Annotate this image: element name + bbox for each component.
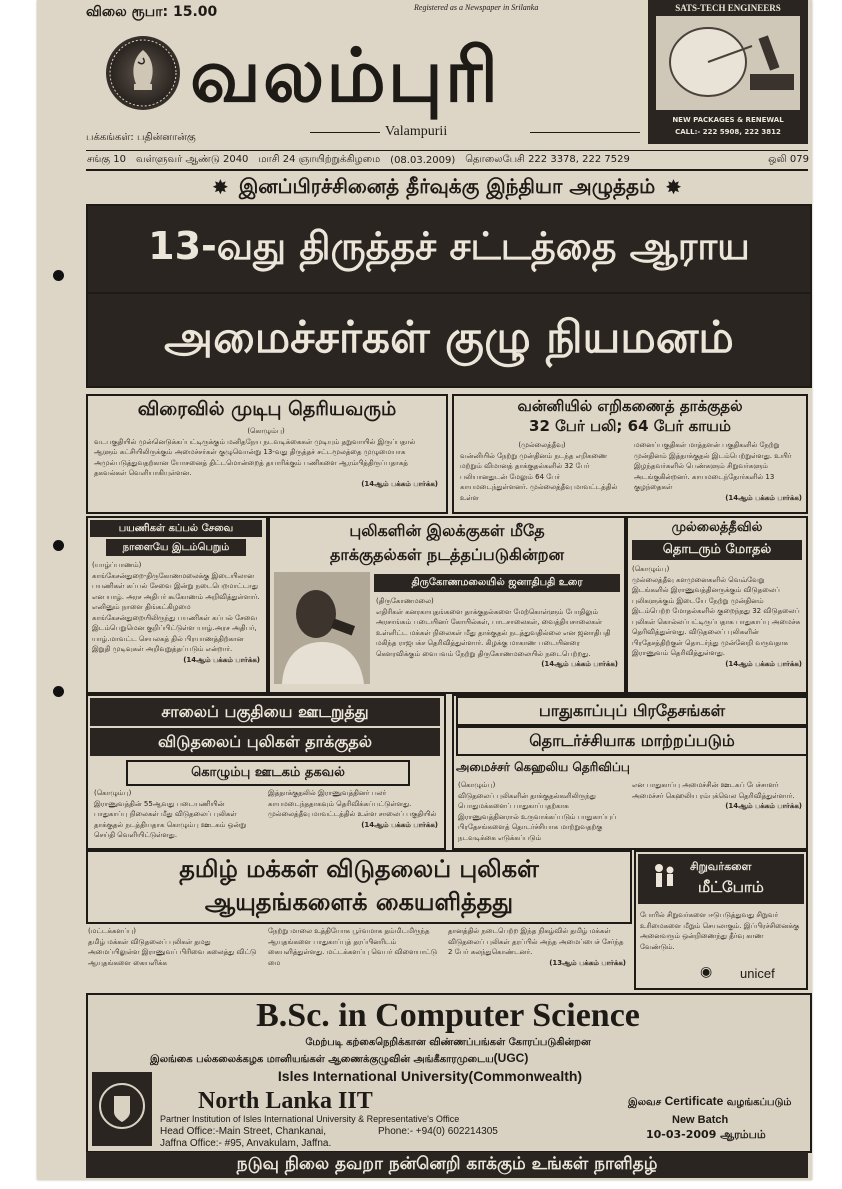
story-weapons-headline1: தமிழ் மக்கள் விடுதலைப் புலிகள் [179,855,539,883]
ad-tamil2: இலங்கை பல்கலைக்கழக மானியங்கள் ஆணைக்குழுவின் அங்கீகாரமுடைய [150,1054,494,1065]
ad-line1: NEW PACKAGES & RENEWAL [672,116,784,124]
footer-slogan: நடுவு நிலை தவறா நன்னெறி காக்கும் உங்கள் நாளிதழ் [86,1152,808,1178]
divider [86,169,808,171]
satellite-dish-icon [656,16,800,110]
story-security-body-right [632,780,802,844]
ad-jaffna-office: Jaffna Office:- #95, Anvakulam, Jaffna. [160,1138,332,1149]
ad-title: B.Sc. in Computer Science [256,997,640,1034]
story-ship-text: காங்கேசன்துறை-திருகோணமலைக்கு இடையிலான பயணிகள் கப்பல் சேவை இன்று நடைபெறமாட்டாது என யாழ். அரச அதிபர் கூகோணம் அறிவித்துள்ளார். எனினும் நாளை திங்கட்கிழமை காங்கேசன்துறையிலிருந்து பயணிகள் கப்பல் சேவை இடம்பெறுமென குறிப்பிட்டுள்ள யாழ்.அரச அதிபர், யாழ்.மாவட்ட செயலகத் தில் பிரயாணத்திற்கான இறுதி முடிவுகள் அறிவுறுத்தப்படும் என்றார். [92,571,260,653]
story-mullai-dateline: (கொழும்பு) [632,565,670,573]
conch-emblem-icon [106,36,180,110]
story-soon-text: வடபகுதியில் முன்னெடுக்கப்பட்டிருக்கும் மனிதநேய நடவடிக்கைகள் முடியும் தறுவாயில் இருப்பதால் ஆளும் கட்சியிலிருக்கும் அமைச்சர்கள் குழுவொன்று 13-வது திருத்தச் சட்டமூலத்தை முழுமையாக அமுல்படுத்துவதற்கான யோசனைத் திட்டமொன்றைத் தயாரிக்கும் பணிகளை ஆரம்பித்திருப்பதாகத் தகவல்கள் வெளியாகியுள்ளன. [94,437,416,477]
story-weapons-continued: (13ஆம் பக்கம் பார்க்க) [549,958,626,967]
story-road-body-left [94,788,260,844]
volume: சங்கு 10 [87,154,127,165]
story-road-subhead: கொழும்பு ஊடகம் தகவல் [126,760,410,786]
story-weapons-body-2 [268,926,440,986]
unicef-text: போரில் சிறுவர்களை ஈடுபடுத்துவது சிறுவர் உரிமைகளை மீறும் செயலாகும். இப்பிரச்சினைக்கு அனைவரும் ஒன்றிணைந்து தீர்வு காண வேண்டும். [640,911,800,951]
story-security-subhead: அமைச்சர் கெஹலிய தெரிவிப்பு [456,760,630,774]
story-vanni-text-right: மனைப்பகுதிகள் மாத்தளன் பகுதிகளில் நேற்று முன்தினம் இத்தாக்குதல் இடம்பெற்றுள்ளது. உயிர் இழந்தவர்களில் பெண்களும் சிறுவர்களும் அடங்குகின்றனர். காயமடைந்தோர்களில் 13 குழந்தைகள் [634,441,792,491]
ad-cert-row [628,1094,791,1110]
banner-kicker-row [86,173,808,201]
masthead-english-title: Valampurii [385,124,448,139]
ad-university: Isles International University(Commonwealth) [277,1068,583,1084]
story-targets-continued: (14ஆம் பக்கம் பார்க்க) [541,660,618,668]
page-count: பக்கங்கள்: பதின்னான்கு [86,132,196,143]
story-ship-headline1: பயணிகள் கப்பல் சேவை [90,520,262,537]
story-soon-headline: விரைவில் முடிபு தெரியவரும் [137,398,397,420]
satellite-ad [648,0,808,144]
globe-icon: ◉ [700,964,713,980]
date: (08.03.2009) [390,154,456,166]
story-vanni-dateline: (முல்லைத்தீவு) [518,441,566,449]
issue-number: ஒலி 079 [768,154,809,165]
story-vanni-headline1: வன்னியில் எறிகணைத் தாக்குதல் [517,397,743,415]
divider [530,132,640,133]
banner-kicker: இனப்பிரச்சினைத் தீர்வுக்கு இந்தியா அழுத்தம் [238,173,656,198]
story-soon-body [94,426,438,508]
story-security-headline1: பாதுகாப்புப் பிரதேசங்கள் [456,696,808,726]
story-vanni-continued: (14ஆம் பக்கம் பார்க்க) [725,493,802,502]
story-ship-continued: (14ஆம் பக்கம் பார்க்க) [183,655,260,664]
story-weapons-text-2: நேற்று மாலை உத்தியோக பூர்வமாக தம்மிடமிருந்த ஆயுதங்களை பாதுகாப்புத் தரப்பினரிடம் கையளித்துள்ளது. மட்டக்களப்பு வெபர் விளையாட்டு மை [268,927,437,967]
binding-hole [53,270,64,281]
price: விலை ரூபா: 15.00 [86,4,218,20]
story-mullai-text: முல்லைத்தீவு களமுனைகளில் வெவ்வேறு இடங்களில் இராணுவத்தினருக்கும் விடுதலைப் புலிகளுக்கும் இடையே நேற்று முன்தினம் இடம்பெற்ற மோதல்களில் குறைந்தது 32 விடுதலைப் புலிகள் கொல்லப்பட்டிருப்பதாக பாதுகாப்பு அமைச்சு தெரிவித்துள்ளது. விடுதலைப் புலிகளின் பிரதேசத்திற்குள் தொடர்ந்து முன்னேறி வருவதாக இராணுவம் தெரிவித்துள்ளது. [632,575,801,657]
unicef-heading2: மீட்போம் [698,878,764,896]
divider [86,150,808,151]
unicef-logo: unicef [740,966,775,981]
story-road-dateline: (கொழும்பு) [94,789,132,797]
story-security-dateline: (கொழும்பு) [458,781,496,789]
ad-line2: CALL:- 222 5908, 222 3812 [675,128,781,136]
story-mullai-headline1: முல்லைத்தீவில் [671,520,763,535]
registered-note: Registered as a Newspaper in Srilanka [414,3,539,12]
ad-ugc: (UGC) [493,1051,529,1065]
divider [310,132,380,133]
children-icon [650,862,678,896]
story-security-text-right: என பாதுகாப்பு அமைச்சின் ஊடகப் பேச்சாளர் அமைச்சர் கெஹலிய ரம்புக்வெல தெரிவித்துள்ளார். [632,781,795,800]
story-targets-body [376,596,618,688]
story-road-headline1: சாலைப் பகுதியை ஊடறுத்து [90,698,440,726]
ad-head-office: Head Office:-Main Street, Chankanai, [160,1126,327,1137]
story-targets-dateline: (திருகோணமலை) [376,597,434,605]
story-ship-dateline: (யாழ்ப்பாணம்) [92,561,142,569]
story-vanni-body-right [634,440,802,508]
unicef-heading1: சிறுவர்களை [690,860,752,873]
banner-line1: 13-வது திருத்தச் சட்டத்தை ஆராய [86,204,812,294]
story-road-continued: (14ஆம் பக்கம் பார்க்க) [361,820,438,829]
story-weapons-headline2: ஆயுதங்களைக் கையளித்தது [204,888,514,916]
story-mullai-headline2: தொடரும் மோதல் [632,540,802,560]
story-security-headline2: தொடர்ச்சியாக மாற்றப்படும் [456,726,808,756]
president-photo [274,572,370,684]
ad-tamil2-row [150,1050,810,1068]
story-mullai-body [632,564,802,688]
unicef-body [640,910,800,960]
ad-cert-prefix: இலவச [628,1097,662,1108]
story-mullai-continued: (14ஆம் பக்கம் பார்க்க) [725,659,802,668]
ad-partner: Partner Institution of Isles International University & Representative's Office [160,1114,460,1124]
story-vanni-headline2: 32 பேர் பலி; 64 பேர் காயம் [529,417,731,435]
story-security-continued: (14ஆம் பக்கம் பார்க்க) [725,802,802,810]
story-road-text-left: இராணுவத்தின் 55ஆவது படையணியின் பாதுகாப்பு நிலைகள் மீது விடுதலைப் புலிகள் தாக்குதல் நடத்தியதாக கொழும்பு ஊடகம் ஒன்று செய்தி வெளியிட்டுள்ளது. [94,799,247,839]
ad-cert: Certificate [664,1094,724,1108]
story-security-body-left [458,780,624,844]
story-targets-text: எதிரிகள் கனரகாயுதங்களை தாக்குதல்களை மேற்கொள்ளும் போதிலும் அரசாங்கம் படையினர் கோயில்கள், பாடசாலைகள், வைத்தியசாலைகள் உள்ளிட்ட மக்கள் நிலைகள் மீது தாக்குதல் நடத்துவதில்லை என ஜனாதிபதி மகிந்த ராஜபக்ச தெரிவித்துள்ளார். கிழக்கு மாகாண படையினரை கௌரவிக்கும் வைபவம் நேற்று திருகோணமலையில் நடைபெற்றது. [376,607,611,658]
story-targets-headline1: புலிகளின் இலக்குகள் மீதே [349,521,545,540]
story-weapons-text-1: தமிழ் மக்கள் விடுதலைப் புலிகள் தமது அமைப்பிலுள்ள இராணுவப் பிரிவை கலைத்து விட்டு ஆயுதங்களை கையளிக்க [88,937,257,967]
story-targets-headline2: தாக்குதல்கள் நடத்தப்படுகின்றன [329,545,565,564]
story-weapons-text-3: தானத்தில் நடைபெற்ற இந்த நிகழ்வில் தமிழ் மக்கள் விடுதலைப் புலிகள் தரப்பில் அந்த அமைப்பைச் சேர்ந்த 2 பேர் கலந்துகொண்டனர். [448,927,624,956]
story-road-text-right: இத்தாக்குதலில் இராணுவத்தினர் பலர் காயமடைந்ததாகவும் தெரிவிக்கப்பட்டுள்ளது. முல்லைத்தீவு மாவட்டத்தில் உள்ள சாலைப் பகுதியில் [268,789,437,818]
story-vanni-body-left [460,440,624,508]
ad-batch: New Batch [672,1114,729,1126]
ad-phone: Phone:- +94(0) 602214305 [378,1126,498,1137]
ad-cert-suffix: வழங்கப்படும் [726,1097,792,1108]
story-weapons-body-3 [448,926,626,986]
story-road-body-right [268,788,438,844]
ad-tamil1: மேற்படி கற்கைநெறிக்கான விண்ணப்பங்கள் கோரப்படுகின்றன [305,1037,591,1048]
phone: தொலைபேசி 222 3378, 222 7529 [465,154,630,165]
ad-company: SATS-TECH ENGINEERS [675,3,781,13]
university-crest-icon [92,1072,152,1146]
unicef-banner [638,854,804,904]
star-icon: ✸ [212,175,229,199]
story-weapons-dateline: (மட்டக்களப்பு) [88,927,136,935]
story-targets-subhead: திருகோணமலையில் ஜனாதிபதி உரை [374,574,620,592]
date-tamil: மாசி 24 ஞாயிற்றுக்கிழமை [258,154,381,165]
story-ship-headline2: நாளையே இடம்பெறும் [106,539,246,556]
story-soon-continued: (14ஆம் பக்கம் பார்க்க) [361,479,438,488]
story-weapons-body-1 [88,926,260,986]
story-soon-dateline: (கொழும்பு) [247,427,285,435]
ad-institute: North Lanka IIT [198,1088,373,1114]
banner-line2: அமைச்சர்கள் குழு நியமனம் [86,292,812,388]
story-ship-body [92,560,260,688]
binding-hole [53,686,64,697]
masthead-title: வலம்புரி [190,33,501,119]
ad-batch-date: 10-03-2009 ஆரம்பம் [646,1128,766,1141]
story-security-text-left: விடுதலைப் புலிகளின் தாக்குதல்களிலிருந்து பொதுமக்களைப் பாதுகாப்பதற்காக இராணுவத்தினரால் உருவாக்கப்படும் பாதுகாப்புப் பிரதேசங்களைத் தொடர்ச்சியாக மாற்றுவதற்கு நடவடிக்கை எடுக்கப்படும் [458,791,617,842]
story-road-headline2: விடுதலைப் புலிகள் தாக்குதல் [90,728,440,756]
dateline [87,152,809,168]
year: வள்ளுவர் ஆண்டு 2040 [136,154,249,165]
binding-hole [53,540,64,551]
star-icon: ✸ [665,175,682,199]
story-vanni-text-left: வன்னியில் நேற்று முன்தினம் நடந்த எறிகணை மற்றும் விமானத் தாக்குதல்களில் 32 பேர் பலியானதுடன் மேலும் 64 பேர் காயமடைந்துள்ளனர். முல்லைத்தீவு மாவட்டத்தில் உள்ள [460,451,618,502]
